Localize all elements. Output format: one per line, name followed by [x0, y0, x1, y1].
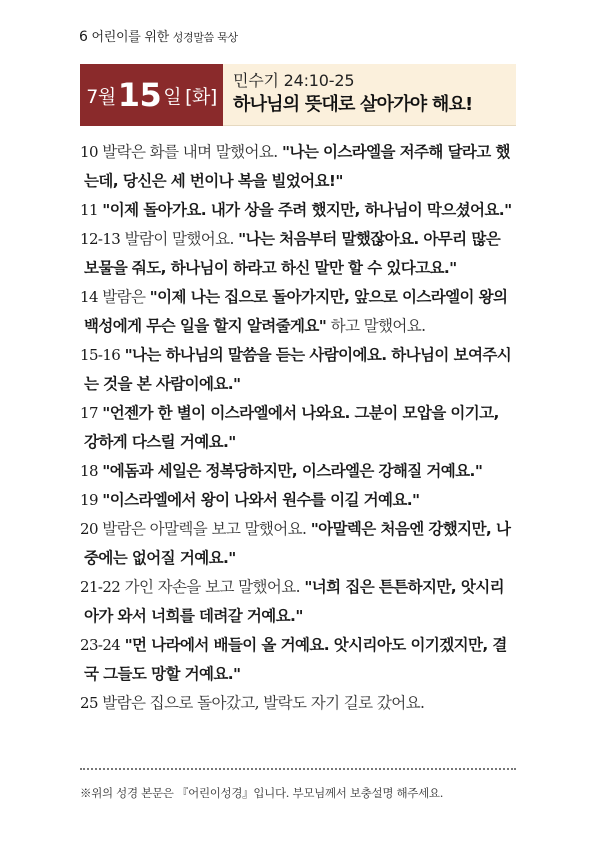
verse-speech: "나는 하나님의 말씀을 듣는 사람이에요. 하나님이 보여주시는 것을 본 사람이에요."	[84, 346, 512, 393]
date-weekday: [화]	[185, 85, 217, 108]
verse-speech: "이제 나는 집으로 돌아가지만, 앞으로 이스라엘이 왕의 백성에게 무슨 일을 할지 알려줄게요"	[84, 288, 508, 335]
verse-list	[80, 138, 516, 718]
date-day: 15	[117, 76, 162, 114]
verse	[80, 283, 516, 341]
verse-number: 20	[80, 520, 98, 538]
verse-speech: "에돔과 세일은 정복당하지만, 이스라엘은 강해질 거예요."	[102, 462, 483, 480]
date-day-suffix: 일	[163, 85, 182, 108]
verse-speech: "이스라엘에서 왕이 나와서 원수를 이길 거예요."	[102, 491, 420, 509]
verse	[80, 196, 516, 225]
verse-speech: "너희 집은 튼튼하지만, 앗시리아가 와서 너희를 데려갈 거예요."	[84, 578, 504, 625]
scripture-reference: 민수기 24:10-25	[233, 71, 355, 90]
verse-number: 11	[80, 201, 98, 219]
page-number: 6	[79, 29, 88, 45]
verse-narration-tail: 하고 말했어요.	[326, 317, 426, 335]
verse-narration: 발람은 집으로 돌아갔고, 발락도 자기 길로 갔어요.	[97, 694, 425, 712]
verse-speech: "아말렉은 처음엔 강했지만, 나중에는 없어질 거예요."	[84, 520, 511, 567]
book-subtitle: 성경말씀 묵상	[172, 31, 238, 44]
verse-speech: "나는 이스라엘을 저주해 달라고 했는데, 당신은 세 번이나 복을 빌었어요!"	[84, 143, 510, 190]
verse-speech: "이제 돌아가요. 내가 상을 주려 했지만, 하나님이 막으셨어요."	[102, 201, 512, 219]
verse-number: 12-13	[80, 230, 121, 248]
verse	[80, 689, 516, 718]
verse-speech: "나는 처음부터 말했잖아요. 아무리 많은 보물을 줘도, 하나님이 하라고 하신 말만 할 수 있다고요."	[84, 230, 501, 277]
verse	[80, 399, 516, 457]
verse-number: 17	[80, 404, 98, 422]
verse-narration: 발람이 말했어요.	[120, 230, 239, 248]
verse	[80, 138, 516, 196]
title-box	[223, 64, 516, 126]
date-month: 7월	[86, 85, 116, 108]
verse-narration: 발락은 화를 내며 말했어요.	[97, 143, 282, 161]
devotion-title: 하나님의 뜻대로 살아가야 해요!	[233, 94, 473, 115]
devotion-banner	[80, 64, 516, 126]
verse-narration: 발람은	[97, 288, 150, 306]
verse	[80, 457, 516, 486]
book-title: 어린이를 위한	[91, 30, 169, 45]
verse	[80, 225, 516, 283]
verse-number: 21-22	[80, 578, 121, 596]
verse-narration: 발람은 아말렉을 보고 말했어요.	[97, 520, 311, 538]
footnote-divider	[80, 768, 516, 770]
verse-number: 25	[80, 694, 98, 712]
verse-speech: "언젠가 한 별이 이스라엘에서 나와요. 그분이 모압을 이기고, 강하게 다스릴 거예요."	[84, 404, 499, 451]
verse-number: 19	[80, 491, 98, 509]
verse-speech: "먼 나라에서 배들이 올 거예요. 앗시리아도 이기겠지만, 결국 그들도 망할 거예요."	[84, 636, 507, 683]
verse	[80, 341, 516, 399]
verse-number: 23-24	[80, 636, 121, 654]
verse-narration: 가인 자손을 보고 말했어요.	[120, 578, 305, 596]
page-header	[79, 26, 238, 45]
verse-number: 14	[80, 288, 98, 306]
verse	[80, 631, 516, 689]
verse-number: 18	[80, 462, 98, 480]
verse-number: 10	[80, 143, 98, 161]
verse	[80, 486, 516, 515]
verse	[80, 515, 516, 573]
verse	[80, 573, 516, 631]
footnote: ※위의 성경 본문은 『어린이성경』입니다. 부모님께서 보충설명 해주세요.	[80, 786, 444, 800]
verse-number: 15-16	[80, 346, 121, 364]
date-box	[80, 64, 223, 126]
